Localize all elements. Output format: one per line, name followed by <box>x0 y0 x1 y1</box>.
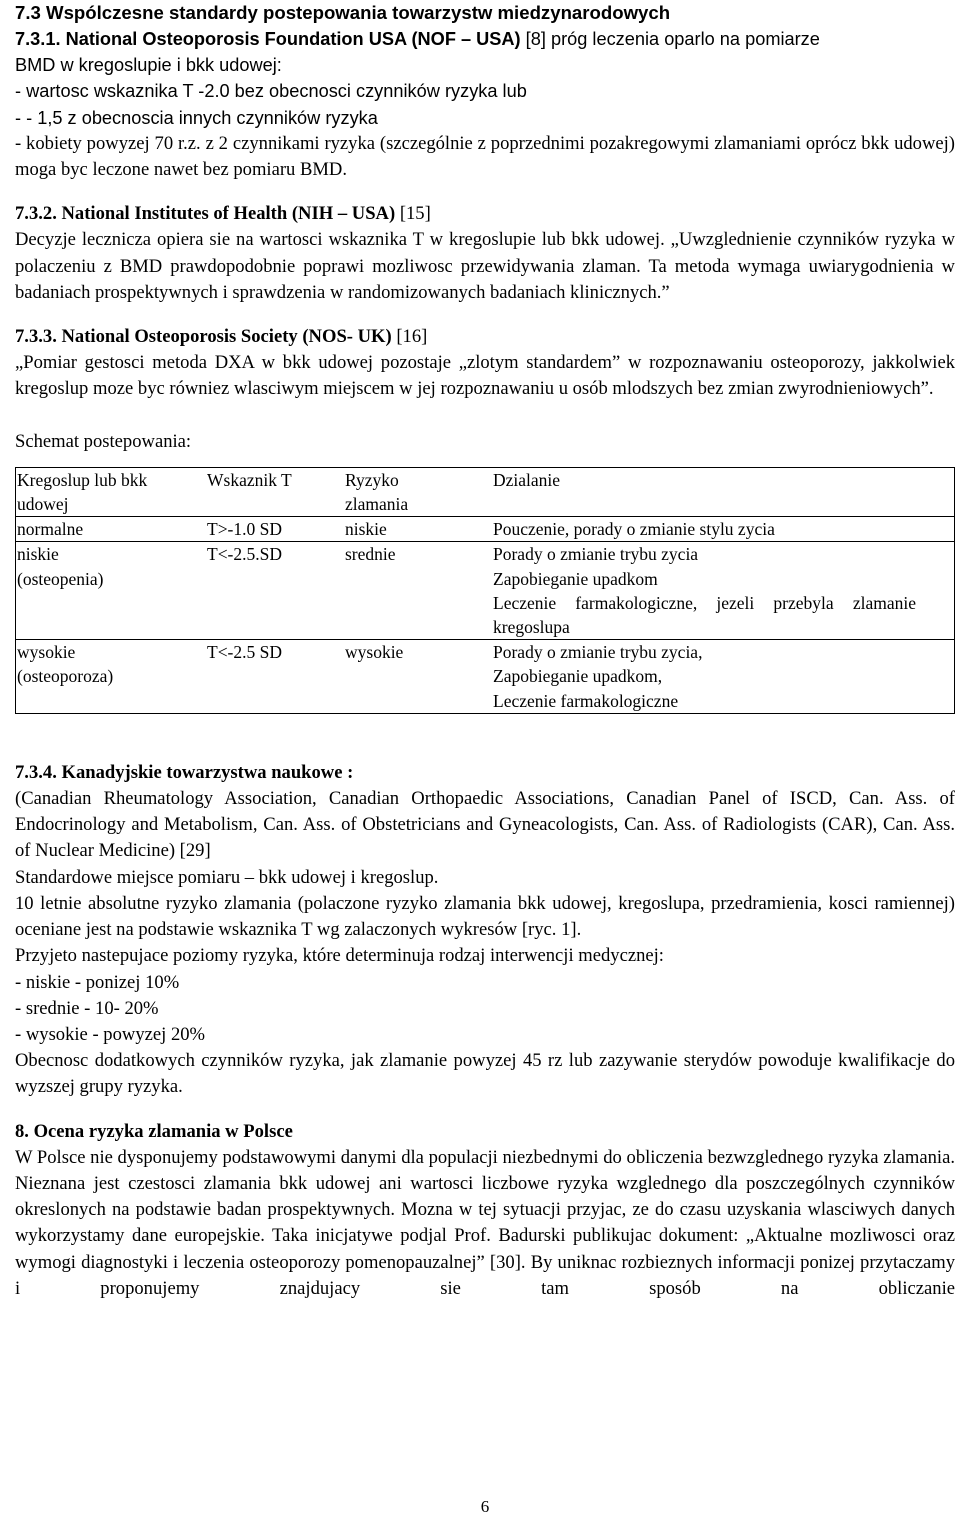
table-cell <box>493 542 955 640</box>
table-row <box>16 517 955 542</box>
subsection-number: 7.3.2. <box>15 203 57 225</box>
table-row <box>16 542 955 640</box>
paragraph: W Polsce nie dysponujemy podstawowymi danymi dla populacji niezbednymi do obliczenia bezwzglednego ryzyka zlamania. Nieznana jest czestosci zlamania bkk udowej ani wartosci liczbowe ryzyka wzglednego dla poszczególnych czynników okreslonych na podstawie badan prospektywnych. Mozna w tej sytuacji przyjac, ze do czasu uzyskania wlasciwych danych wykorzystamy dane europejskie. Taka inicjatywe podjal Prof. Badurski publikujac dokument: „Aktualne mozliwosci oraz wymogi diagnostyki i leczenia osteoporozy pomenopauzalnej” [30]. By uniknac rozbieznych informacji ponizej przytaczamy i proponujemy znajdujacy sie tam sposób na obliczanie <box>15 1146 955 1299</box>
table-row <box>16 640 955 714</box>
paragraph-line: BMD w kregoslupie i bkk udowej: <box>15 55 282 76</box>
table-header-row <box>16 467 955 516</box>
action-line: Zapobieganie upadkom <box>493 568 658 589</box>
subsection-number: 7.3.1. <box>15 29 61 49</box>
subsection-title: Kanadyjskie towarzystwa naukowe : <box>61 761 354 783</box>
paragraph: Decyzje lecznicza opiera sie na wartosci wskaznika T w kregoslupie lub bkk udowej. „Uwzglednienie czynników ryzyka w polaczeniu z BMD prawdopodobnie poprawi mozliwosc przewidywania zlaman. Ta metoda wymaga uwiarygodnienia w badaniach prospektywnych i sprawdzenia w randomizowanych badaniach klinicznych.” <box>15 229 955 303</box>
table-cell: T<-2.5.SD <box>207 542 345 640</box>
paragraph: Standardowe miejsce pomiaru – bkk udowej i kregoslup. <box>15 866 439 888</box>
table-header-cell: Wskaznik T <box>207 467 345 516</box>
schema-label: Schemat postepowania: <box>15 430 192 452</box>
paragraph: (Canadian Rheumatology Association, Canadian Orthopaedic Associations, Canadian Panel of ISCD, Can. Ass. of Endocrinology and Metabolism, Can. Ass. of Obstetricians and Gyneacologists, Can. Ass. of Radiologists (CAR), Can. Ass. of Nuclear Medicine) [29] <box>15 788 955 862</box>
subsection-ref: [15] <box>395 203 431 225</box>
subsection-number: 7.3.4. <box>15 761 57 783</box>
treatment-schema-table <box>15 467 955 714</box>
table-cell: Pouczenie, porady o zmianie stylu zycia <box>493 517 955 542</box>
paragraph: 10 letnie absolutne ryzyko zlamania (polaczone ryzyko zlamania bkk udowej, kregoslupa, przedramienia, kosci ramiennej) oceniane jest na podstawie wskaznika T wg zalaczonych wykresów [ryc. 1]. <box>15 892 955 941</box>
list-item: - srednie - 10- 20% <box>15 997 159 1019</box>
paragraph: Obecnosc dodatkowych czynników ryzyka, jak zlamanie powyzej 45 rz lub zazywanie sterydów powoduje kwalifikacje do wyzszej grupy ryzyka. <box>15 1050 955 1098</box>
subsection-ref: [16] <box>391 326 428 348</box>
paragraph: Przyjeto nastepujace poziomy ryzyka, które determinuja rodzaj interwencji medycznej: <box>15 945 664 967</box>
subsection-title: National Osteoporosis Foundation USA (NOF – USA) <box>65 29 521 49</box>
table-cell: wysokie (osteoporoza) <box>16 640 208 714</box>
action-line: Leczenie farmakologiczne <box>493 690 679 711</box>
table-cell: niskie <box>345 517 493 542</box>
table-cell <box>493 640 955 714</box>
subsection-title: National Institutes of Health (NIH – USA) <box>61 203 396 225</box>
table-header-cell: Ryzyko zlamania <box>345 467 493 516</box>
subsection-ref: [8] próg leczenia oparlo na pomiarze <box>520 29 820 49</box>
subsection-number: 7.3.3. <box>15 326 57 348</box>
section-heading-8: 8. Ocena ryzyka zlamania w Polsce <box>15 1120 293 1142</box>
section-7-3-4 <box>15 760 955 786</box>
section-7-3-2 <box>15 201 955 227</box>
table-cell: wysokie <box>345 640 493 714</box>
table-cell: niskie (osteopenia) <box>16 542 208 640</box>
subsection-title: National Osteoporosis Society (NOS- UK) <box>61 326 392 348</box>
table-cell: T>-1.0 SD <box>207 517 345 542</box>
table-cell: T<-2.5 SD <box>207 640 345 714</box>
list-item: - wartosc wskaznika T -2.0 bez obecnosci czynników ryzyka lub <box>15 81 527 102</box>
document-page <box>15 0 955 1516</box>
action-line: Leczenie farmakologiczne, jezeli przebyla zlamanie kregoslupa <box>493 592 916 638</box>
paragraph: „Pomiar gestosci metoda DXA w bkk udowej pozostaje „zlotym standardem” w rozpoznawaniu osteoporozy, jakkolwiek kregoslup moze byc równiez wlasciwym miejscem w jej rozpoznawaniu u osób mlodszych bez zmian zwyrodnieniowych”. <box>15 352 955 400</box>
list-item: - wysokie - powyzej 20% <box>15 1023 206 1045</box>
table-cell: normalne <box>16 517 208 542</box>
table-cell: srednie <box>345 542 493 640</box>
list-item: - - 1,5 z obecnoscia innych czynników ryzyka <box>15 107 378 128</box>
list-item: - kobiety powyzej 70 r.z. z 2 czynnikami ryzyka (szczególnie z poprzednimi pozakregowymi zlamaniami oprócz bkk udowej) moga byc leczone nawet bez pomiaru BMD. <box>15 132 955 181</box>
action-line: Porady o zmianie trybu zycia, <box>493 642 703 663</box>
section-7-3-3 <box>15 324 955 350</box>
list-item: - niskie - ponizej 10% <box>15 971 180 993</box>
table-header-cell: Kregoslup lub bkk udowej <box>16 467 208 516</box>
table-header-cell: Dzialanie <box>493 467 955 516</box>
action-line: Zapobieganie upadkom, <box>493 666 663 687</box>
section-7-3-1 <box>15 26 955 131</box>
action-line: Porady o zmianie trybu zycia <box>493 544 699 565</box>
section-heading-7-3: 7.3 Wspólczesne standardy postepowania towarzystw miedzynarodowych <box>15 2 671 23</box>
page-number: 6 <box>480 1497 490 1516</box>
